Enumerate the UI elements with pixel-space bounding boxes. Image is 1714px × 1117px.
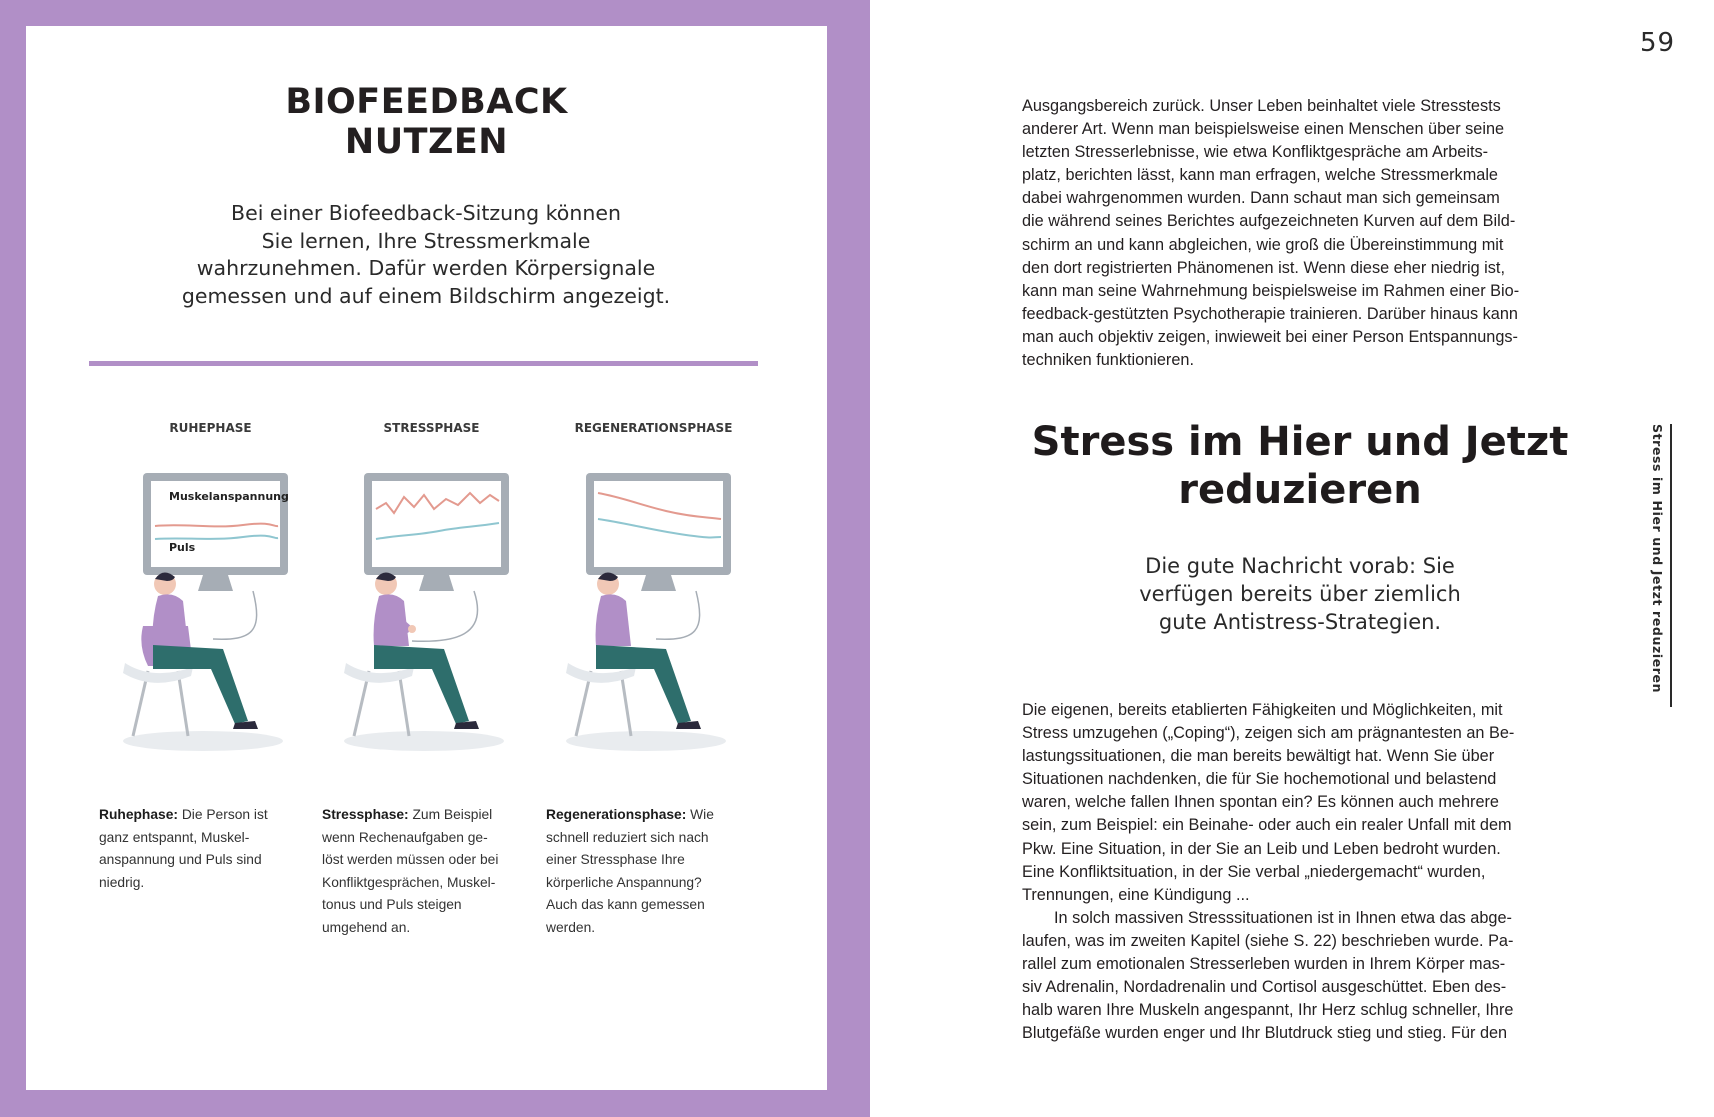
caption-line: Wie [690, 807, 714, 822]
running-head-rule [1670, 424, 1672, 707]
text-line: lastungssituationen, die man bereits bewältigt hat. Wenn Sie über [1022, 747, 1495, 766]
caption-line: schnell reduziert sich nach [546, 829, 709, 845]
text-line: Trennungen, eine Kündigung ... [1022, 885, 1250, 904]
text-line: den dort registrierten Phänomenen ist. Wenn diese eher niedrig ist, [1022, 258, 1505, 277]
caption-ruhephase [99, 804, 294, 894]
text-line: Eine Konfliktsituation, in der Sie verbal „niedergemacht“ wurden, [1022, 862, 1486, 881]
caption-line: umgehend an. [322, 919, 411, 935]
caption-line: Konfliktgesprächen, Muskel- [322, 874, 496, 890]
lead-line: verfügen bereits über ziemlich [1139, 582, 1461, 606]
caption-line: niedrig. [99, 874, 145, 890]
phase-title: STRESSPHASE [383, 421, 480, 435]
section-title-line: Stress im Hier und Jetzt [1031, 419, 1569, 465]
caption-line: einer Stressphase Ihre [546, 852, 685, 867]
box-title [26, 82, 827, 162]
biofeedback-illustration-rest [103, 431, 318, 761]
caption-line: wenn Rechenaufgaben ge- [322, 829, 488, 845]
phase-title: RUHEPHASE [169, 421, 252, 435]
text-line: techniken funktionieren. [1022, 351, 1194, 370]
section-title-line: reduzieren [1178, 467, 1422, 513]
caption-line: anspannung und Puls sind [99, 852, 262, 867]
text-line: feedback-gestützten Psychotherapie trainieren. Darüber hinaus kann [1022, 304, 1518, 323]
text-line: Stress umzugehen („Coping“), zeigen sich am prägnantesten an Be- [1022, 724, 1515, 743]
caption-regenerationsphase [546, 804, 741, 939]
caption-line: körperliche Anspannung? [546, 874, 702, 890]
caption-line: werden. [546, 919, 596, 935]
biofeedback-illustration-regeneration [546, 431, 761, 761]
text-line: letzten Stresserlebnisse, wie etwa Konfliktgespräche am Arbeits- [1022, 143, 1489, 162]
text-line: Blutgefäße wurden enger und Ihr Blutdruck stieg und stieg. Für den [1022, 1024, 1508, 1043]
box-intro-line: wahrzunehmen. Dafür werden Körpersignale [196, 256, 656, 280]
box-intro-line: Bei einer Biofeedback-Sitzung können [231, 201, 621, 225]
lead-text [1030, 552, 1570, 636]
graph-label-muscle: Muskelanspannung [169, 490, 289, 503]
text-line: rallel zum emotionalen Stresserleben wurden in Ihrem Körper mas- [1022, 955, 1506, 974]
text-line: In solch massiven Stresssituationen ist in Ihnen etwa das abge- [1054, 908, 1512, 927]
body-paragraph-top [1022, 95, 1519, 372]
text-line: siv Adrenalin, Nordadrenalin und Cortisol ausgeschüttet. Eben des- [1022, 978, 1507, 997]
caption-line: Zum Beispiel [412, 807, 493, 822]
running-head [1650, 424, 1670, 714]
caption-line: ganz entspannt, Muskel- [99, 829, 250, 845]
text-line: halb waren Ihre Muskeln angespannt, Ihr Herz schlug schneller, Ihre [1022, 1001, 1514, 1020]
caption-line: Die Person ist [181, 807, 268, 822]
lead-line: gute Antistress-Strategien. [1158, 610, 1442, 634]
text-line: Situationen nachdenken, die für Sie hochemotional und belastend [1022, 770, 1497, 789]
caption-term: Ruhephase: [99, 807, 178, 822]
text-line: Ausgangsbereich zurück. Unser Leben beinhaltet viele Stresstests [1022, 97, 1501, 115]
divider [89, 361, 758, 366]
phase-regenerationsphase [546, 421, 761, 761]
phase-stressphase [324, 421, 539, 761]
text-line: laufen, was im zweiten Kapitel (siehe S. 22) beschrieben wurde. Pa- [1022, 931, 1514, 950]
box-intro-line: gemessen und auf einem Bildschirm angezeigt. [181, 283, 671, 308]
phase-ruhephase [103, 421, 318, 761]
running-head-text: Stress im Hier und Jetzt reduzieren [1650, 424, 1665, 694]
box-intro-line: Sie lernen, Ihre Stressmerkmale [261, 228, 591, 253]
body-paragraph-1 [1022, 699, 1514, 1045]
caption-line: löst werden müssen oder bei [322, 852, 499, 867]
page-number: 59 [1640, 28, 1676, 58]
text-line: dabei wahrgenommen wurden. Dann schaut man sich gemeinsam [1022, 189, 1500, 208]
text-line: man auch objektiv zeigen, inwieweit bei einer Person Entspannungs- [1022, 327, 1518, 346]
text-line: kann man seine Wahrnehmung beispielsweise im Rahmen einer Bio- [1022, 281, 1520, 300]
section-title [1000, 418, 1600, 514]
caption-term: Stressphase: [322, 807, 409, 822]
text-line: schirm an und kann abgleichen, wie groß die Übereinstimmung mit [1022, 235, 1504, 254]
box-title-line: BIOFEEDBACK [285, 82, 568, 122]
box-title-line: NUTZEN [344, 122, 509, 162]
text-line: platz, berichten lässt, kann man erfragen, welche Stressmerkmale [1022, 166, 1498, 185]
caption-term: Regenerationsphase: [546, 807, 687, 822]
biofeedback-box [26, 26, 827, 1090]
text-line: anderer Art. Wenn man beispielsweise einen Menschen über seine [1022, 120, 1505, 139]
lead-line: Die gute Nachricht vorab: Sie [1145, 554, 1455, 578]
text-line: Pkw. Eine Situation, in der Sie an Leib und Leben bedroht wurden. [1022, 839, 1501, 858]
text-line: die während seines Berichtes aufgezeichneten Kurven auf dem Bild- [1022, 212, 1516, 231]
text-line: Die eigenen, bereits etablierten Fähigkeiten und Möglichkeiten, mit [1022, 701, 1503, 719]
biofeedback-illustration-stress [324, 431, 539, 761]
graph-label-pulse: Puls [169, 541, 196, 554]
phase-title: REGENERATIONSPHASE [574, 421, 733, 435]
text-line: waren, welche fallen Ihnen spontan ein? Es können auch mehrere [1022, 793, 1499, 812]
caption-line: tonus und Puls steigen [322, 897, 462, 912]
box-intro [146, 200, 706, 310]
caption-stressphase [322, 804, 517, 939]
caption-line: Auch das kann gemessen [546, 897, 705, 912]
text-line: sein, zum Beispiel: ein Beinahe- oder auch ein realer Unfall mit dem [1022, 816, 1512, 835]
